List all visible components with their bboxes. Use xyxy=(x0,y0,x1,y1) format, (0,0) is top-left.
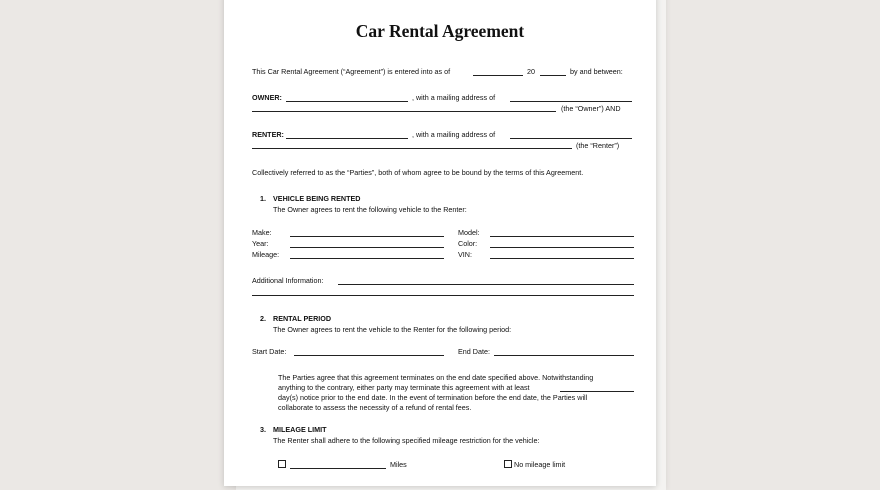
mileage-blank[interactable] xyxy=(290,258,444,259)
section2-body: The Owner agrees to rent the vehicle to the Renter for the following period: xyxy=(273,325,512,334)
collective-text: Collectively referred to as the “Parties”, both of whom agree to be bound by the terms of this Agreement. xyxy=(252,168,584,177)
color-blank[interactable] xyxy=(490,247,634,248)
intro-text: This Car Rental Agreement (“Agreement”) is entered into as of xyxy=(252,67,451,76)
make-blank[interactable] xyxy=(290,236,444,237)
terms-line-1: The Parties agree that this agreement terminates on the end date specified above. Notwithstanding xyxy=(278,373,594,382)
miles-option[interactable] xyxy=(278,460,288,469)
owner-suffix: (the “Owner”) AND xyxy=(561,104,621,113)
owner-mailing-text: , with a mailing address of xyxy=(412,93,496,102)
start-date-blank[interactable] xyxy=(294,355,444,356)
terms-line-3: day(s) notice prior to the end date. In the event of termination before the end date, the Parties will xyxy=(278,393,588,402)
vin-blank[interactable] xyxy=(490,258,634,259)
year-field-blank[interactable] xyxy=(290,247,444,248)
vin-label: VIN: xyxy=(458,250,472,259)
no-limit-label: No mileage limit xyxy=(514,460,566,469)
section2-heading: RENTAL PERIOD xyxy=(273,314,332,323)
renter-name-blank[interactable] xyxy=(286,138,408,139)
notice-days-blank[interactable] xyxy=(560,391,634,392)
additional-info-blank-2[interactable] xyxy=(252,295,634,296)
owner-name-blank[interactable] xyxy=(286,101,408,102)
renter-address-blank-2[interactable] xyxy=(252,148,572,149)
miles-label: Miles xyxy=(390,460,407,469)
terms-line-4: collaborate to assess the necessity of a refund of rental fees. xyxy=(278,403,472,412)
date-blank[interactable] xyxy=(473,75,523,76)
section3-body: The Renter shall adhere to the following specified mileage restriction for the vehicle: xyxy=(273,436,540,445)
additional-info-blank-1[interactable] xyxy=(338,284,634,285)
section1-body: The Owner agrees to rent the following vehicle to the Renter: xyxy=(273,205,467,214)
intro-year-prefix: 20 xyxy=(527,67,535,76)
miles-checkbox[interactable] xyxy=(278,460,286,468)
owner-address-blank-1[interactable] xyxy=(510,101,632,102)
section2-number: 2. xyxy=(260,314,266,323)
make-label: Make: xyxy=(252,228,272,237)
color-label: Color: xyxy=(458,239,478,248)
section3-heading: MILEAGE LIMIT xyxy=(273,425,327,434)
owner-label: OWNER: xyxy=(252,93,282,102)
section3-number: 3. xyxy=(260,425,266,434)
document-title: Car Rental Agreement xyxy=(355,21,525,41)
additional-info-label: Additional Information: xyxy=(252,276,324,285)
end-date-label: End Date: xyxy=(458,347,490,356)
document-page xyxy=(224,0,656,486)
year-label: Year: xyxy=(252,239,269,248)
model-label: Model: xyxy=(458,228,480,237)
terms-line-2: anything to the contrary, either party may terminate this agreement with at least xyxy=(278,383,530,392)
renter-suffix: (the “Renter”) xyxy=(576,141,620,150)
owner-address-blank-2[interactable] xyxy=(252,111,556,112)
no-limit-checkbox[interactable] xyxy=(504,460,512,468)
end-date-blank[interactable] xyxy=(494,355,634,356)
miles-blank[interactable] xyxy=(290,468,386,469)
intro-tail: by and between: xyxy=(570,67,623,76)
no-limit-option[interactable] xyxy=(504,460,565,469)
renter-label: RENTER: xyxy=(252,130,284,139)
mileage-label: Mileage: xyxy=(252,250,280,259)
model-blank[interactable] xyxy=(490,236,634,237)
section1-heading: VEHICLE BEING RENTED xyxy=(273,194,361,203)
renter-address-blank-1[interactable] xyxy=(510,138,632,139)
year-blank[interactable] xyxy=(540,75,566,76)
start-date-label: Start Date: xyxy=(252,347,287,356)
renter-mailing-text: , with a mailing address of xyxy=(412,130,496,139)
section1-number: 1. xyxy=(260,194,266,203)
